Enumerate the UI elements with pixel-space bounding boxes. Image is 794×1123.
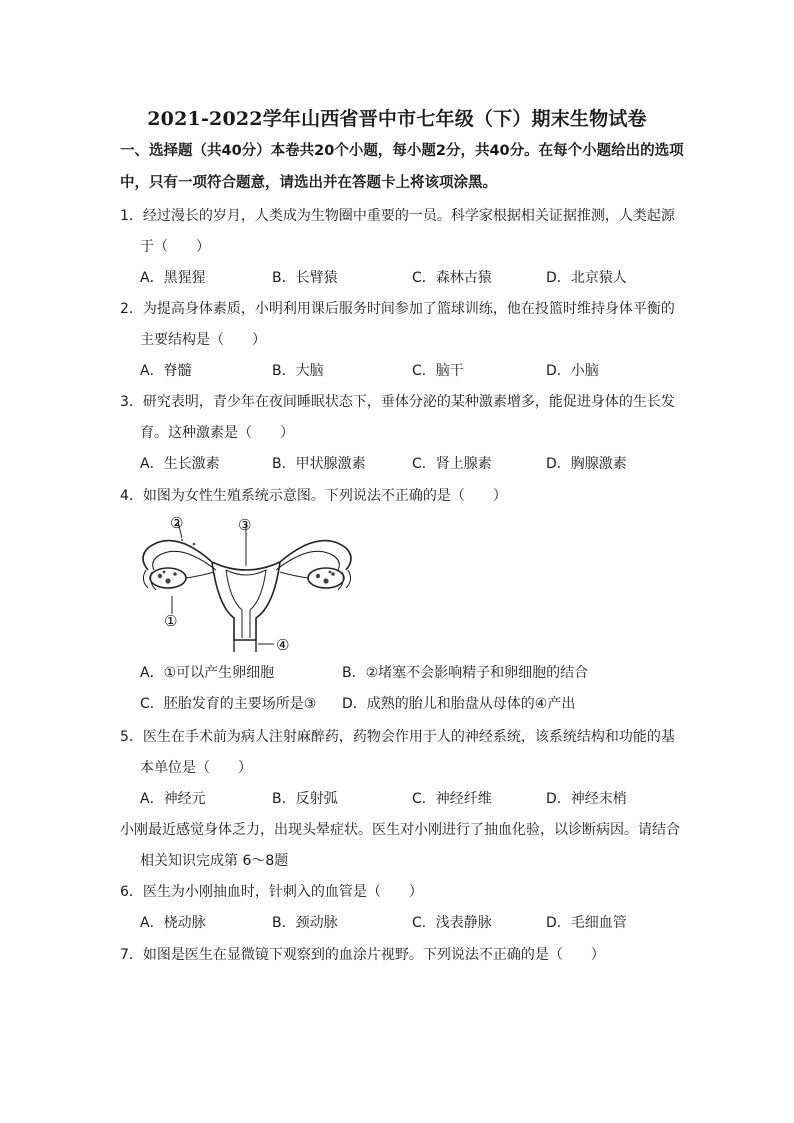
question-5-stem-line-1: 5．医生在手术前为病人注射麻醉药，药物会作用于人的神经系统，该系统结构和功能的基 (120, 729, 675, 745)
question-6-option-a[interactable]: A．桡动脉 (140, 915, 206, 931)
page-title: 2021-2022学年山西省晋中市七年级（下）期末生物试卷 (147, 108, 647, 130)
question-5-option-c[interactable]: C．神经纤维 (412, 791, 492, 807)
question-2-option-b[interactable]: B．大脑 (272, 363, 324, 379)
figure-label-2: ② (170, 514, 184, 532)
question-7-stem: 7．如图是医生在显微镜下观察到的血涂片视野。下列说法不正确的是（ ） (120, 947, 605, 963)
question-2-option-c[interactable]: C．脑干 (412, 363, 464, 379)
question-1-option-d[interactable]: D．北京猿人 (546, 270, 627, 286)
passage-line-1: 小刚最近感觉身体乏力，出现头晕症状。医生对小刚进行了抽血化验，以诊断病因。请结合 (120, 822, 680, 838)
question-1-option-a[interactable]: A．黑猩猩 (140, 270, 206, 286)
section-heading-line-2: 中，只有一项符合题意，请选出并在答题卡上将该项涂黑。 (120, 175, 497, 191)
question-5-option-b[interactable]: B．反射弧 (272, 791, 338, 807)
female-reproductive-system-drawing (134, 514, 364, 658)
question-3-option-b[interactable]: B．甲状腺激素 (272, 456, 366, 472)
question-1-stem-line-2: 于（ ） (140, 239, 210, 255)
question-3-stem-line-2: 育。这种激素是（ ） (140, 425, 294, 441)
question-3-option-d[interactable]: D．胸腺激素 (546, 456, 627, 472)
question-2-option-d[interactable]: D．小脑 (546, 363, 599, 379)
question-4-option-a[interactable]: A．①可以产生卵细胞 (140, 665, 275, 681)
question-1-option-b[interactable]: B．长臂猿 (272, 270, 338, 286)
question-4-stem: 4．如图为女性生殖系统示意图。下列说法不正确的是（ ） (120, 488, 507, 504)
question-5-stem-line-2: 本单位是（ ） (140, 760, 252, 776)
figure-label-3: ③ (238, 516, 252, 534)
question-3-stem-line-1: 3．研究表明，青少年在夜间睡眠状态下，垂体分泌的某种激素增多，能促进身体的生长发 (120, 394, 675, 410)
question-5-option-a[interactable]: A．神经元 (140, 791, 206, 807)
question-5-option-d[interactable]: D．神经末梢 (546, 791, 627, 807)
question-4-option-d[interactable]: D．成熟的胎儿和胎盘从母体的④产出 (342, 696, 576, 712)
section-heading-line-1: 一、选择题（共40分）本卷共20个小题，每小题2分，共40分。在每个小题给出的选项 (120, 143, 684, 159)
question-1-option-c[interactable]: C．森林古猿 (412, 270, 492, 286)
question-6-option-b[interactable]: B．颈动脉 (272, 915, 338, 931)
figure-label-4: ④ (276, 636, 290, 654)
question-2-option-a[interactable]: A．脊髓 (140, 363, 192, 379)
question-6-option-c[interactable]: C．浅表静脉 (412, 915, 492, 931)
question-2-stem-line-2: 主要结构是（ ） (140, 332, 266, 348)
question-6-option-d[interactable]: D．毛细血管 (546, 915, 627, 931)
question-6-stem: 6．医生为小刚抽血时，针刺入的血管是（ ） (120, 884, 423, 900)
passage-line-2: 相关知识完成第 6～8题 (140, 853, 289, 869)
question-2-stem-line-1: 2．为提高身体素质，小明利用课后服务时间参加了篮球训练，他在投篮时维持身体平衡的 (120, 301, 675, 317)
question-4-option-c[interactable]: C．胚胎发育的主要场所是③ (140, 696, 317, 712)
question-1-stem-line-1: 1．经过漫长的岁月，人类成为生物圈中重要的一员。科学家根据相关证据推测，人类起源 (120, 208, 675, 224)
question-4-option-b[interactable]: B．②堵塞不会影响精子和卵细胞的结合 (342, 665, 589, 681)
question-3-option-c[interactable]: C．肾上腺素 (412, 456, 492, 472)
figure-label-1: ① (164, 612, 178, 630)
question-3-option-a[interactable]: A．生长激素 (140, 456, 220, 472)
female-reproductive-system-figure (134, 514, 364, 658)
